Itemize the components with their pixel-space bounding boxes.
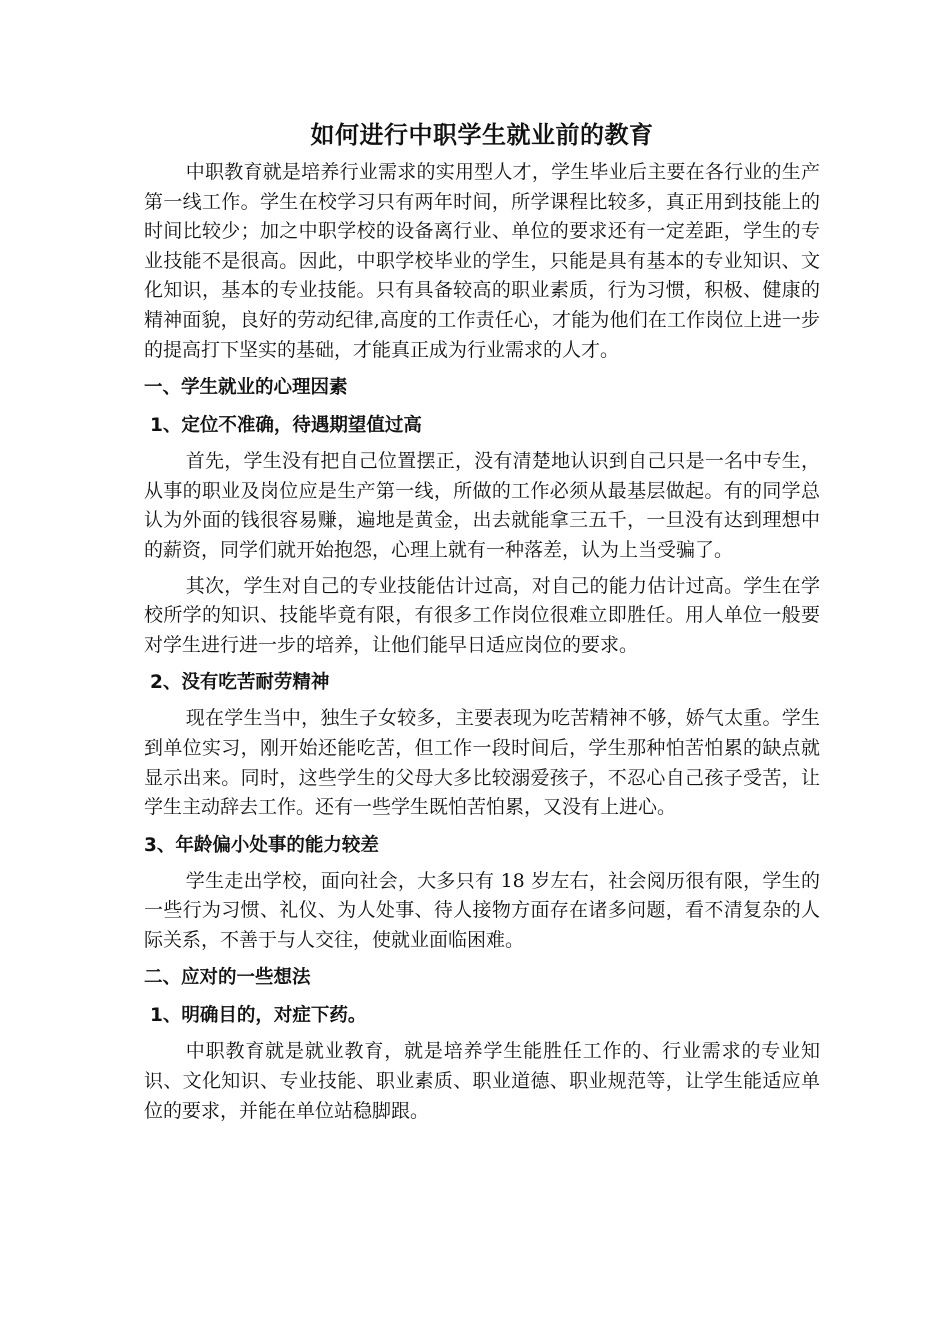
section-2-sub-1-paragraph-1: 中职教育就是就业教育，就是培养学生能胜任工作的、行业需求的专业知识、文化知识、专业技能、职业素质、职业道德、职业规范等，让学生能适应单位的要求，并能在单位站稳脚跟。 bbox=[144, 1040, 820, 1122]
section-1-sub-2-paragraph-1: 现在学生当中，独生子女较多，主要表现为吃苦精神不够，娇气太重。学生到单位实习，刚开始还能吃苦，但工作一段时间后，学生那种怕苦怕累的缺点就显示出来。同时，这些学生的父母大多比较溺爱孩子，不忍心自己孩子受苦，让学生主动辞去工作。还有一些学生既怕苦怕累，又没有上进心。 bbox=[144, 707, 820, 819]
document-page bbox=[144, 118, 820, 1126]
section-2-heading: 二、应对的一些想法 bbox=[144, 967, 311, 989]
section-1-sub-1-heading: 1、定位不准确，待遇期望值过高 bbox=[150, 415, 422, 437]
section-1-sub-1-paragraph-2: 其次，学生对自己的专业技能估计过高，对自己的能力估计过高。学生在学校所学的知识、技能毕竟有限，有很多工作岗位很难立即胜任。用人单位一般要对学生进行进一步的培养，让他们能早日适应岗位的要求。 bbox=[144, 574, 820, 656]
intro-paragraph: 中职教育就是培养行业需求的实用型人才，学生毕业后主要在各行业的生产第一线工作。学生在校学习只有两年时间，所学课程比较多，真正用到技能上的时间比较少；加之中职学校的设备离行业、单位的要求还有一定差距，学生的专业技能不是很高。因此，中职学校毕业的学生，只能是具有基本的专业知识、文化知识，基本的专业技能。只有具备较高的职业素质，行为习惯，积极、健康的精神面貌，良好的劳动纪律,高度的工作责任心，才能为他们在工作岗位上进一步的提高打下坚实的基础，才能真正成为行业需求的人才。 bbox=[144, 161, 820, 361]
section-2-sub-1-heading: 1、明确目的，对症下药。 bbox=[150, 1005, 367, 1027]
section-1-heading: 一、学生就业的心理因素 bbox=[144, 377, 348, 399]
section-1-sub-3-paragraph-1: 学生走出学校，面向社会，大多只有 18 岁左右，社会阅历很有限，学生的一些行为习惯、礼仪、为人处事、待人接物方面存在诸多问题，看不清复杂的人际关系，不善于与人交往，使就业面临困难。 bbox=[144, 869, 820, 951]
section-1-sub-2-heading: 2、没有吃苦耐劳精神 bbox=[150, 672, 330, 694]
document-title: 如何进行中职学生就业前的教育 bbox=[310, 121, 654, 149]
section-1-sub-3-heading: 3、年龄偏小处事的能力较差 bbox=[144, 834, 379, 856]
section-1-sub-1-paragraph-1: 首先，学生没有把自己位置摆正，没有清楚地认识到自己只是一名中专生，从事的职业及岗位应是生产第一线，所做的工作必须从最基层做起。有的同学总认为外面的钱很容易赚，遍地是黄金，出去就能拿三五千，一旦没有达到理想中的薪资，同学们就开始抱怨，心理上就有一种落差，认为上当受骗了。 bbox=[144, 450, 820, 561]
